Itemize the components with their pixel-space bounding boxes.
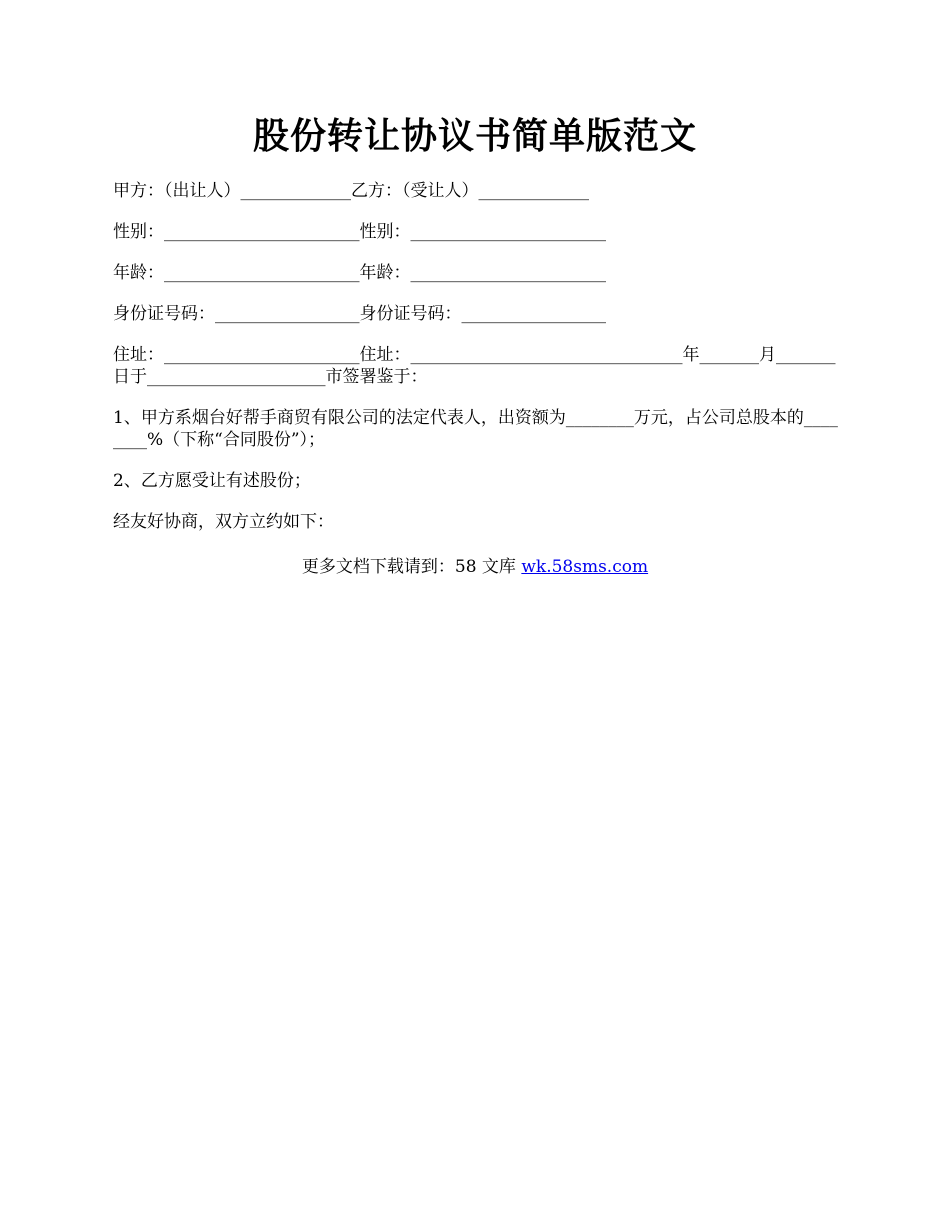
footer-text: 更多文档下载请到：58 文库	[301, 557, 522, 577]
paragraph-address-date: 住址：_______________________住址：________________________________年_______月_______日于_____________________市签署鉴于：	[113, 345, 836, 387]
footer-link[interactable]: wk.58sms.com	[521, 557, 649, 577]
paragraph-clause-2: 2、乙方愿受让有述股份；	[113, 471, 311, 491]
paragraph-agreement-intro: 经友好协商，双方立约如下：	[113, 512, 334, 532]
paragraph-clause-1: 1、甲方系烟台好帮手商贸有限公司的法定代表人，出资额为________万元，占公司总股本的________%（下称“合同股份”）；	[113, 408, 838, 450]
footer-note	[0, 556, 950, 578]
document-body	[113, 180, 840, 552]
document-title: 股份转让协议书简单版范文	[252, 115, 697, 157]
paragraph-party-names: 甲方：（出让人）_____________乙方：（受让人）_____________	[113, 181, 589, 201]
paragraph-id-number: 身份证号码：_________________身份证号码：_________________	[113, 304, 606, 324]
paragraph-age: 年龄：_______________________年龄：_______________________	[113, 263, 606, 283]
paragraph-gender: 性别：_______________________性别：_______________________	[113, 222, 606, 242]
